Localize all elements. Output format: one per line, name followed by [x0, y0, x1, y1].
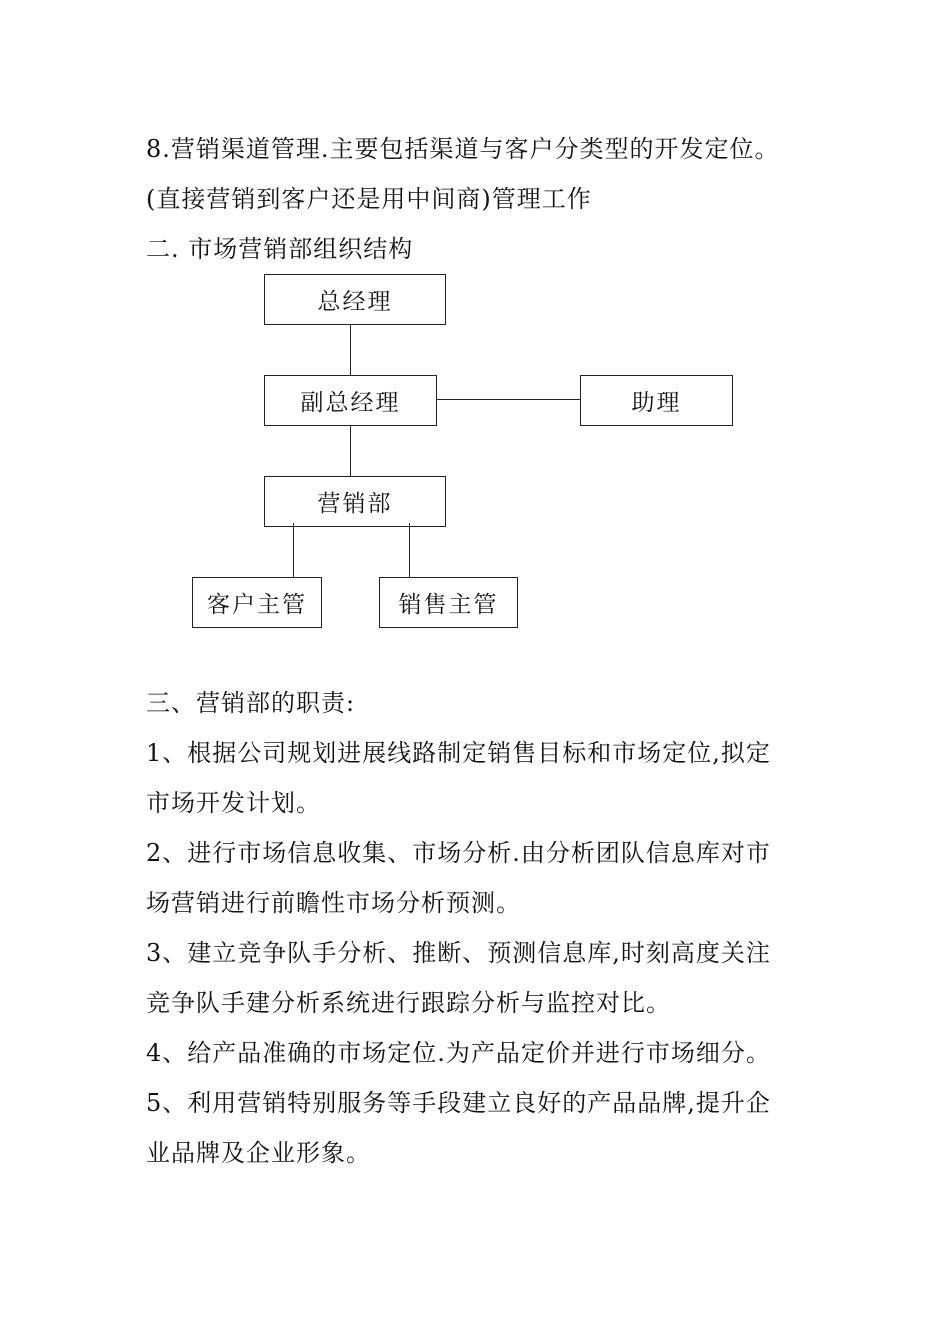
connector-marketing-sales	[409, 523, 410, 578]
section3-heading: 三、营销部的职责:	[146, 689, 356, 717]
org-box-marketing-dept: 营销部	[264, 476, 446, 527]
org-box-assistant: 助理	[580, 375, 733, 426]
duty-item-3-line-2: 竞争队手建分析系统进行跟踪分析与监控对比。	[146, 989, 671, 1017]
connector-deputy-marketing	[350, 426, 351, 476]
intro-line-1: 8.营销渠道管理.主要包括渠道与客户分类型的开发定位。	[146, 135, 780, 163]
duty-item-2-line-2: 场营销进行前瞻性市场分析预测。	[146, 889, 521, 917]
intro-line-2: (直接营销到客户还是用中间商)管理工作	[146, 185, 592, 213]
connector-gm-deputy	[350, 325, 351, 375]
duty-item-1-line-1: 1、根据公司规划进展线路制定销售目标和市场定位,拟定	[146, 739, 771, 767]
connector-marketing-customer	[293, 523, 294, 578]
org-box-sales-supervisor: 销售主管	[379, 577, 518, 628]
duty-item-4-line-1: 4、给产品准确的市场定位.为产品定价并进行市场细分。	[146, 1039, 771, 1067]
org-box-customer-supervisor: 客户主管	[192, 577, 322, 628]
section2-heading: 二. 市场营销部组织结构	[146, 235, 414, 263]
duty-item-2-line-1: 2、进行市场信息收集、市场分析.由分析团队信息库对市	[146, 839, 771, 867]
duty-item-5-line-2: 业品牌及企业形象。	[146, 1139, 371, 1167]
org-box-general-manager: 总经理	[264, 274, 446, 325]
duty-item-1-line-2: 市场开发计划。	[146, 789, 321, 817]
org-box-deputy-general-manager: 副总经理	[264, 375, 437, 426]
duty-item-3-line-1: 3、建立竞争队手分析、推断、预测信息库,时刻高度关注	[146, 939, 771, 967]
duty-item-5-line-1: 5、利用营销特别服务等手段建立良好的产品品牌,提升企	[146, 1089, 771, 1117]
connector-deputy-assistant	[437, 399, 580, 400]
